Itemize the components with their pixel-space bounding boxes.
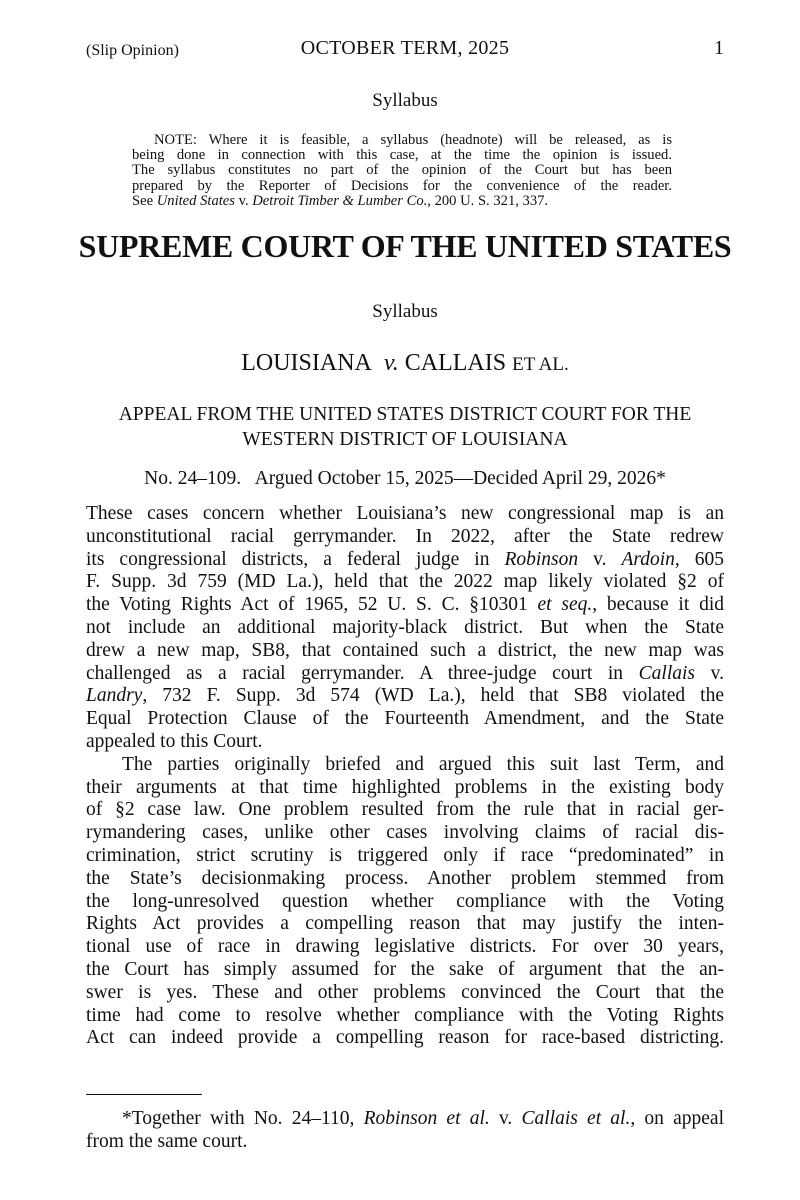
slip-opinion-label: (Slip Opinion) — [86, 42, 179, 59]
note-cite-case-a: United States — [156, 192, 235, 209]
text-run: , 605 — [674, 548, 724, 570]
docket-text: No. 24–109. Argued October 15, 2025—Decided April 29, 2026* — [144, 468, 666, 489]
text-line: the Court has simply assumed for the sake of argument that the an- — [86, 958, 724, 980]
text-line — [86, 549, 724, 572]
appeal-heading — [0, 402, 800, 452]
footnote — [86, 1108, 724, 1154]
text-line: Act can indeed provide a compelling reason for race-based districting. — [86, 1027, 724, 1049]
page-number: 1 — [714, 37, 724, 59]
case-ref: Landry — [86, 685, 143, 707]
note-cite-v: v. — [234, 192, 253, 209]
case-ref: Robinson et al. — [363, 1108, 490, 1129]
text-line: not include an additional majority-black district. But when the State — [86, 616, 724, 638]
text-line: the State’s decisionmaking process. Another problem stemmed from — [86, 867, 724, 889]
footnote-divider — [86, 1094, 202, 1095]
text-run: its congressional districts, a federal judge in — [86, 548, 505, 570]
text-run: , because it did — [592, 594, 724, 616]
running-head — [86, 37, 724, 65]
case-ref: Callais et al. — [521, 1108, 631, 1129]
party-b: CALLAIS — [404, 350, 507, 376]
text-line: their arguments at that time highlighted problems in the existing body — [86, 776, 724, 798]
case-ref: Callais — [638, 662, 696, 684]
paragraph-1 — [86, 503, 724, 754]
party-a: LOUISIANA — [241, 350, 372, 376]
text-run: challenged as a racial gerrymander. A three-judge court in — [86, 662, 639, 684]
text-run: the Voting Rights Act of 1965, 52 U. S. C. §10301 — [86, 594, 538, 616]
text-line: the long-unresolved question whether compliance with the Voting — [86, 890, 724, 912]
text-line: The parties originally briefed and argued this suit last Term, and — [122, 753, 724, 775]
footnote-line — [86, 1108, 724, 1131]
text-run: v. — [578, 548, 622, 570]
syllabus-body — [86, 503, 724, 1050]
paragraph-2 — [86, 754, 724, 1050]
note-cite-case-b: Detroit Timber & Lumber Co., — [252, 192, 431, 209]
text-line: F. Supp. 3d 759 (MD La.), held that the 2022 map likely violated §2 of — [86, 571, 724, 593]
text-line: appealed to this Court. — [86, 730, 263, 752]
note-line: The syllabus constitutes no part of the opinion of the Court but has been — [132, 162, 672, 179]
text-line — [86, 663, 724, 686]
note-cite-rest: 200 U. S. 321, 337. — [430, 192, 549, 209]
appeal-line-2: WESTERN DISTRICT OF LOUISIANA — [242, 429, 568, 450]
appeal-line-1: APPEAL FROM THE UNITED STATES DISTRICT COURT FOR THE — [118, 404, 692, 425]
text-line: unconstitutional racial gerrymander. In 2022, after the State redrew — [86, 525, 724, 547]
reporter-note — [132, 133, 672, 209]
text-line: crimination, strict scrutiny is triggered only if race “predominated” in — [86, 844, 724, 866]
case-name — [0, 350, 800, 377]
versus: v. — [383, 350, 399, 376]
note-line: prepared by the Reporter of Decisions for the convenience of the reader. — [132, 177, 672, 194]
footnote-line: from the same court. — [86, 1130, 248, 1152]
text-line: time had come to resolve whether compliance with the Voting Rights — [86, 1004, 724, 1026]
text-line: tional use of race in drawing legislative districts. For over 30 years, — [86, 936, 724, 958]
text-line: rymandering cases, unlike other cases involving claims of racial dis- — [86, 822, 724, 844]
case-ref: Robinson — [504, 548, 579, 570]
text-line: These cases concern whether Louisiana’s new congressional map is an — [86, 503, 724, 524]
text-line: of §2 case law. One problem resulted from the rule that in racial ger- — [86, 799, 724, 821]
et-al: ET AL. — [512, 354, 569, 375]
italic-run: et seq. — [537, 594, 593, 616]
text-run: , 732 F. Supp. 3d 574 (WD La.), held that SB8 violated the — [142, 685, 724, 707]
term-heading: OCTOBER TERM, 2025 — [300, 37, 510, 59]
case-ref: Ardoin — [621, 548, 675, 570]
text-line: Rights Act provides a compelling reason that may justify the inten- — [86, 913, 724, 935]
text-line: Equal Protection Clause of the Fourteenth Amendment, and the State — [86, 708, 724, 730]
syllabus-label: Syllabus — [372, 301, 438, 322]
text-run: v. — [695, 662, 725, 684]
text-run: *Together with No. 24–110, — [122, 1108, 364, 1129]
note-line: being done in connection with this case, at the time the opinion is issued. — [132, 147, 672, 164]
note-cite-prefix: See — [132, 192, 157, 209]
court-title: SUPREME COURT OF THE UNITED STATES — [78, 228, 732, 264]
text-run: v. — [489, 1108, 522, 1129]
text-line — [86, 685, 724, 708]
note-citation-line — [132, 194, 672, 209]
text-line — [86, 594, 724, 617]
text-run: , on appeal — [630, 1108, 724, 1129]
syllabus-label-top: Syllabus — [372, 90, 438, 111]
text-line: drew a new map, SB8, that contained such a district, the new map was — [86, 639, 724, 661]
docket-line — [0, 468, 800, 490]
note-line: NOTE: Where it is feasible, a syllabus (headnote) will be released, as is — [154, 132, 672, 148]
text-line: swer is yes. These and other problems convinced the Court that the — [86, 981, 724, 1003]
